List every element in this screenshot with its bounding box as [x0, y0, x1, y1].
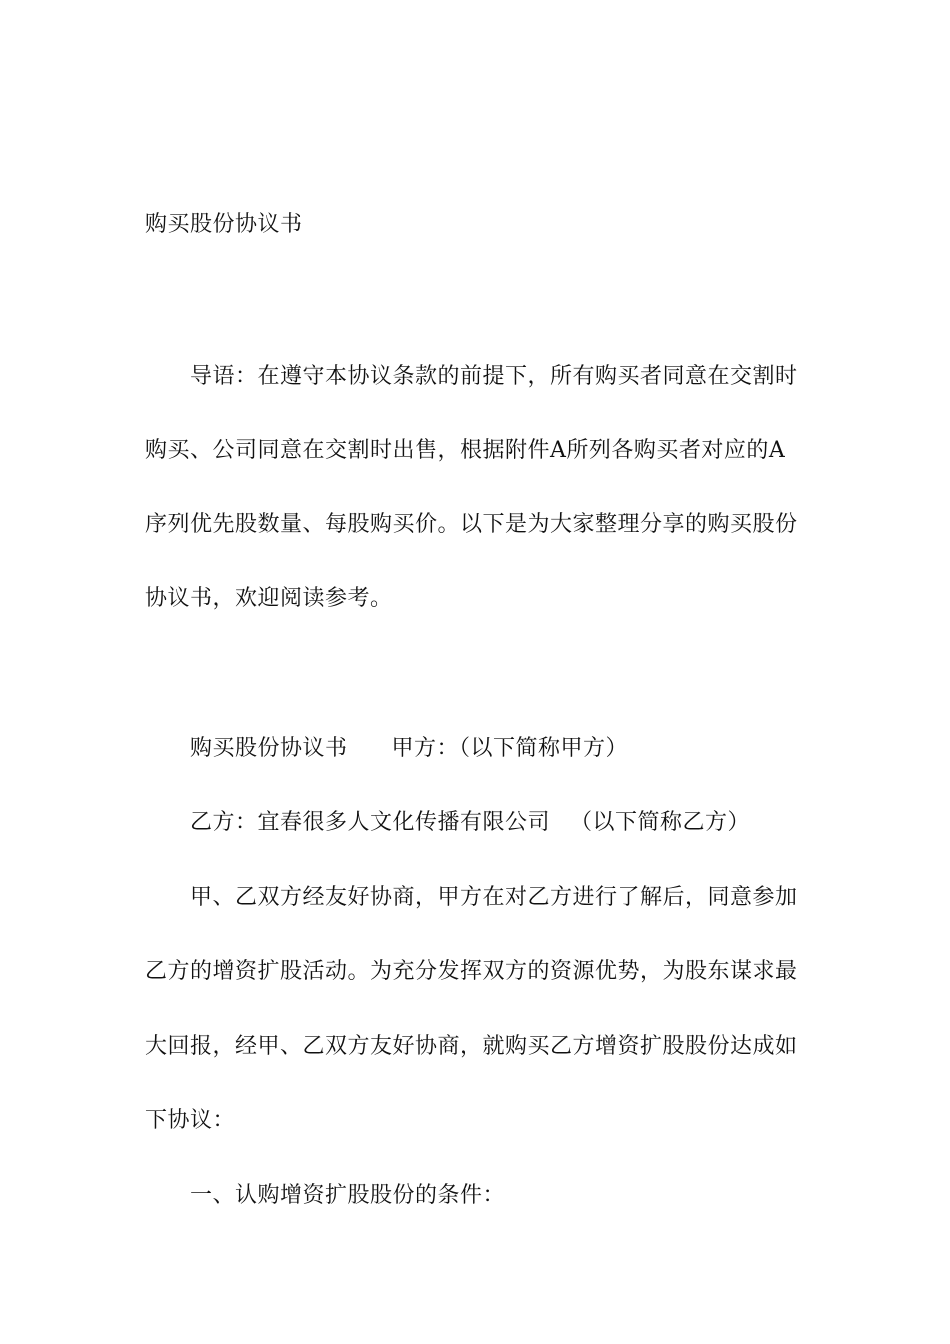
- party-b-name: 乙方：宜春很多人文化传播有限公司: [190, 810, 551, 835]
- intro-line-3: 序列优先股数量、每股购买价。以下是为大家整理分享的购买股份: [145, 512, 798, 537]
- party-a-line: 甲方：（以下简称甲方）: [391, 736, 629, 761]
- body-line-2: 乙方的增资扩股活动。为充分发挥双方的资源优势，为股东谋求最: [145, 959, 798, 984]
- intro-line-2: 购买、公司同意在交割时出售，根据附件A所列各购买者对应的A: [145, 438, 786, 463]
- document-title: 购买股份协议书: [145, 212, 303, 237]
- body-line-4: 下协议：: [145, 1108, 236, 1133]
- party-b-line: [190, 808, 750, 838]
- body-line-1: 甲、乙双方经友好协商，甲方在对乙方进行了解后，同意参加: [190, 885, 798, 910]
- party-b-note: （以下简称乙方）: [570, 810, 751, 835]
- agreement-header: [190, 734, 628, 764]
- agreement-header-title: 购买股份协议书: [190, 736, 348, 761]
- body-line-3: 大回报，经甲、乙双方友好协商，就购买乙方增资扩股股份达成如: [145, 1034, 798, 1059]
- intro-line-4: 协议书，欢迎阅读参考。: [145, 586, 393, 611]
- intro-line-1: 导语：在遵守本协议条款的前提下，所有购买者同意在交割时: [190, 364, 798, 389]
- section-1-heading: 一、认购增资扩股股份的条件：: [190, 1183, 506, 1208]
